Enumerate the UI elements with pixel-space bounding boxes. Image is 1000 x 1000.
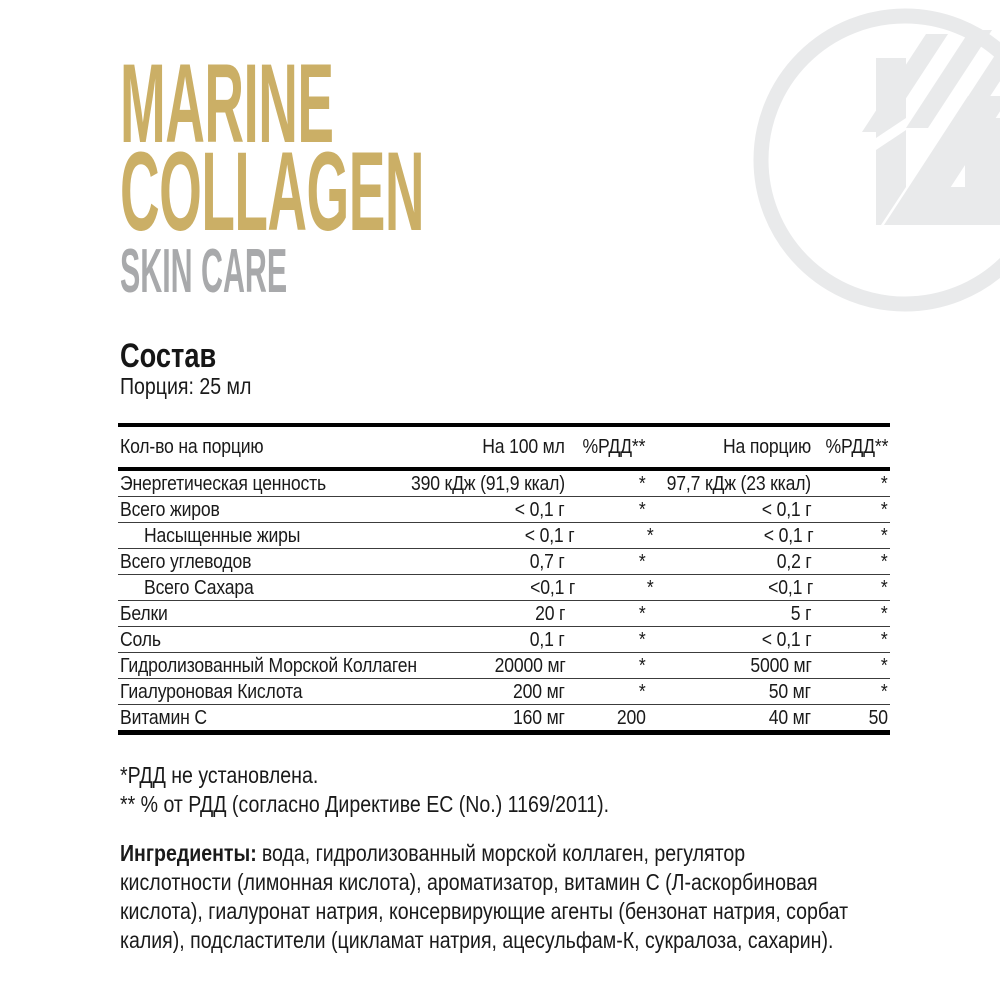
col-header-rdd-100ml: %РДД** [582,436,646,458]
ingredients-line: кислота), гиалуронат натрия, консервирующие агенты (бензонат натрия, сорбат [120,898,849,924]
col-header-per-serving: На порцию [723,436,812,458]
table-row [118,626,890,652]
cell-per-serving: 97,7 кДж (23 ккал) [666,472,812,495]
table-header-row [118,427,890,471]
table-row [118,574,890,600]
product-title-line1: MARINE [120,41,334,166]
cell-rdd-serving: * [881,602,888,625]
cell-per-serving: < 0,1 г [761,628,812,651]
cell-per-100ml: < 0,1 г [525,524,575,547]
cell-per-serving: 5 г [790,602,812,625]
cell-per-serving: <0,1 г [768,576,814,599]
serving-size: Порция: 25 мл [120,373,252,399]
ingredients-line: кислотности (лимонная кислота), ароматизатор, витамин C (Л-аскорбиновая [120,869,818,895]
cell-rdd-100ml: * [638,550,646,573]
cell-rdd-100ml: * [638,498,646,521]
cell-per-serving: 0,2 г [776,550,812,573]
cell-per-100ml: 160 мг [513,706,565,729]
cell-nutrient-name: Всего Сахара [144,576,254,599]
cell-rdd-serving: * [881,576,888,599]
cell-rdd-serving: * [881,654,889,677]
ingredients-line: калия), подсластители (цикламат натрия, ацесульфам-К, сукралоза, сахарин). [120,927,834,953]
cell-rdd-serving: * [881,680,888,703]
cell-nutrient-name: Всего углеводов [120,550,252,573]
cell-rdd-100ml: 200 [616,706,646,729]
cell-rdd-serving: 50 [868,706,888,729]
cell-rdd-100ml: * [646,524,654,547]
brand-logo-watermark [730,0,1000,320]
cell-rdd-100ml: * [639,472,646,495]
table-row [118,522,890,548]
cell-rdd-serving: * [881,498,888,521]
watermark-one-glyph [862,26,1000,225]
cell-per-100ml: <0,1 г [529,576,575,599]
cell-nutrient-name: Насыщенные жиры [144,524,301,547]
table-row [118,600,890,626]
footnotes-block [120,761,695,819]
cell-per-serving: < 0,1 г [761,498,812,521]
table-row [118,652,890,678]
table-row [118,496,890,522]
cell-nutrient-name: Всего жиров [120,498,220,521]
cell-per-serving: 5000 мг [749,654,812,677]
cell-rdd-serving: * [881,628,888,651]
cell-nutrient-name: Энергетическая ценность [120,472,327,495]
ingredients-line [120,839,848,868]
cell-per-100ml: 0,1 г [529,628,565,651]
cell-per-100ml: 200 мг [513,680,565,703]
footnote-rdd-directive: ** % от РДД (согласно Директиве ЕС (No.) 1169/2011). [120,791,610,817]
cell-rdd-serving: * [881,524,888,547]
cell-rdd-100ml: * [639,654,646,677]
cell-per-100ml: 20000 мг [494,654,566,677]
cell-per-100ml: 390 кДж (91,9 ккал) [411,472,566,495]
cell-rdd-serving: * [881,472,889,495]
cell-nutrient-name: Белки [120,602,168,625]
cell-per-serving: < 0,1 г [763,524,814,547]
ingredients-label: Ингредиенты: [120,840,257,866]
col-header-rdd-serving: %РДД** [825,436,888,458]
cell-nutrient-name: Гиалуроновая Кислота [120,680,303,703]
footnote-rdd-not-set: *РДД не установлена. [120,762,319,788]
cell-rdd-100ml: * [638,602,646,625]
nutrition-table [118,423,890,735]
ingredients-text: вода, гидролизованный морской коллаген, регулятор [261,840,746,866]
table-row [118,548,890,574]
cell-rdd-100ml: * [638,628,646,651]
product-subtitle: SKIN CARE [120,237,288,306]
cell-per-100ml: 20 г [534,602,565,625]
ingredients-block [120,839,977,955]
cell-rdd-100ml: * [638,680,646,703]
cell-per-100ml: 0,7 г [529,550,565,573]
table-row [118,704,890,730]
table-body [118,471,890,730]
cell-rdd-serving: * [881,550,888,573]
cell-rdd-100ml: * [646,576,654,599]
cell-per-serving: 40 мг [769,706,812,729]
composition-heading: Состав [120,337,217,375]
cell-per-100ml: < 0,1 г [515,498,565,521]
col-header-per-100ml: На 100 мл [482,436,565,458]
table-row [118,678,890,704]
cell-nutrient-name: Соль [120,628,161,651]
cell-nutrient-name: Гидролизованный Морской Коллаген [120,654,417,677]
table-row [118,471,890,496]
product-title-line2: COLLAGEN [120,129,425,254]
cell-nutrient-name: Витамин C [120,706,207,729]
col-header-amount-per-serving: Кол-во на порцию [120,436,264,458]
cell-per-serving: 50 мг [769,680,812,703]
